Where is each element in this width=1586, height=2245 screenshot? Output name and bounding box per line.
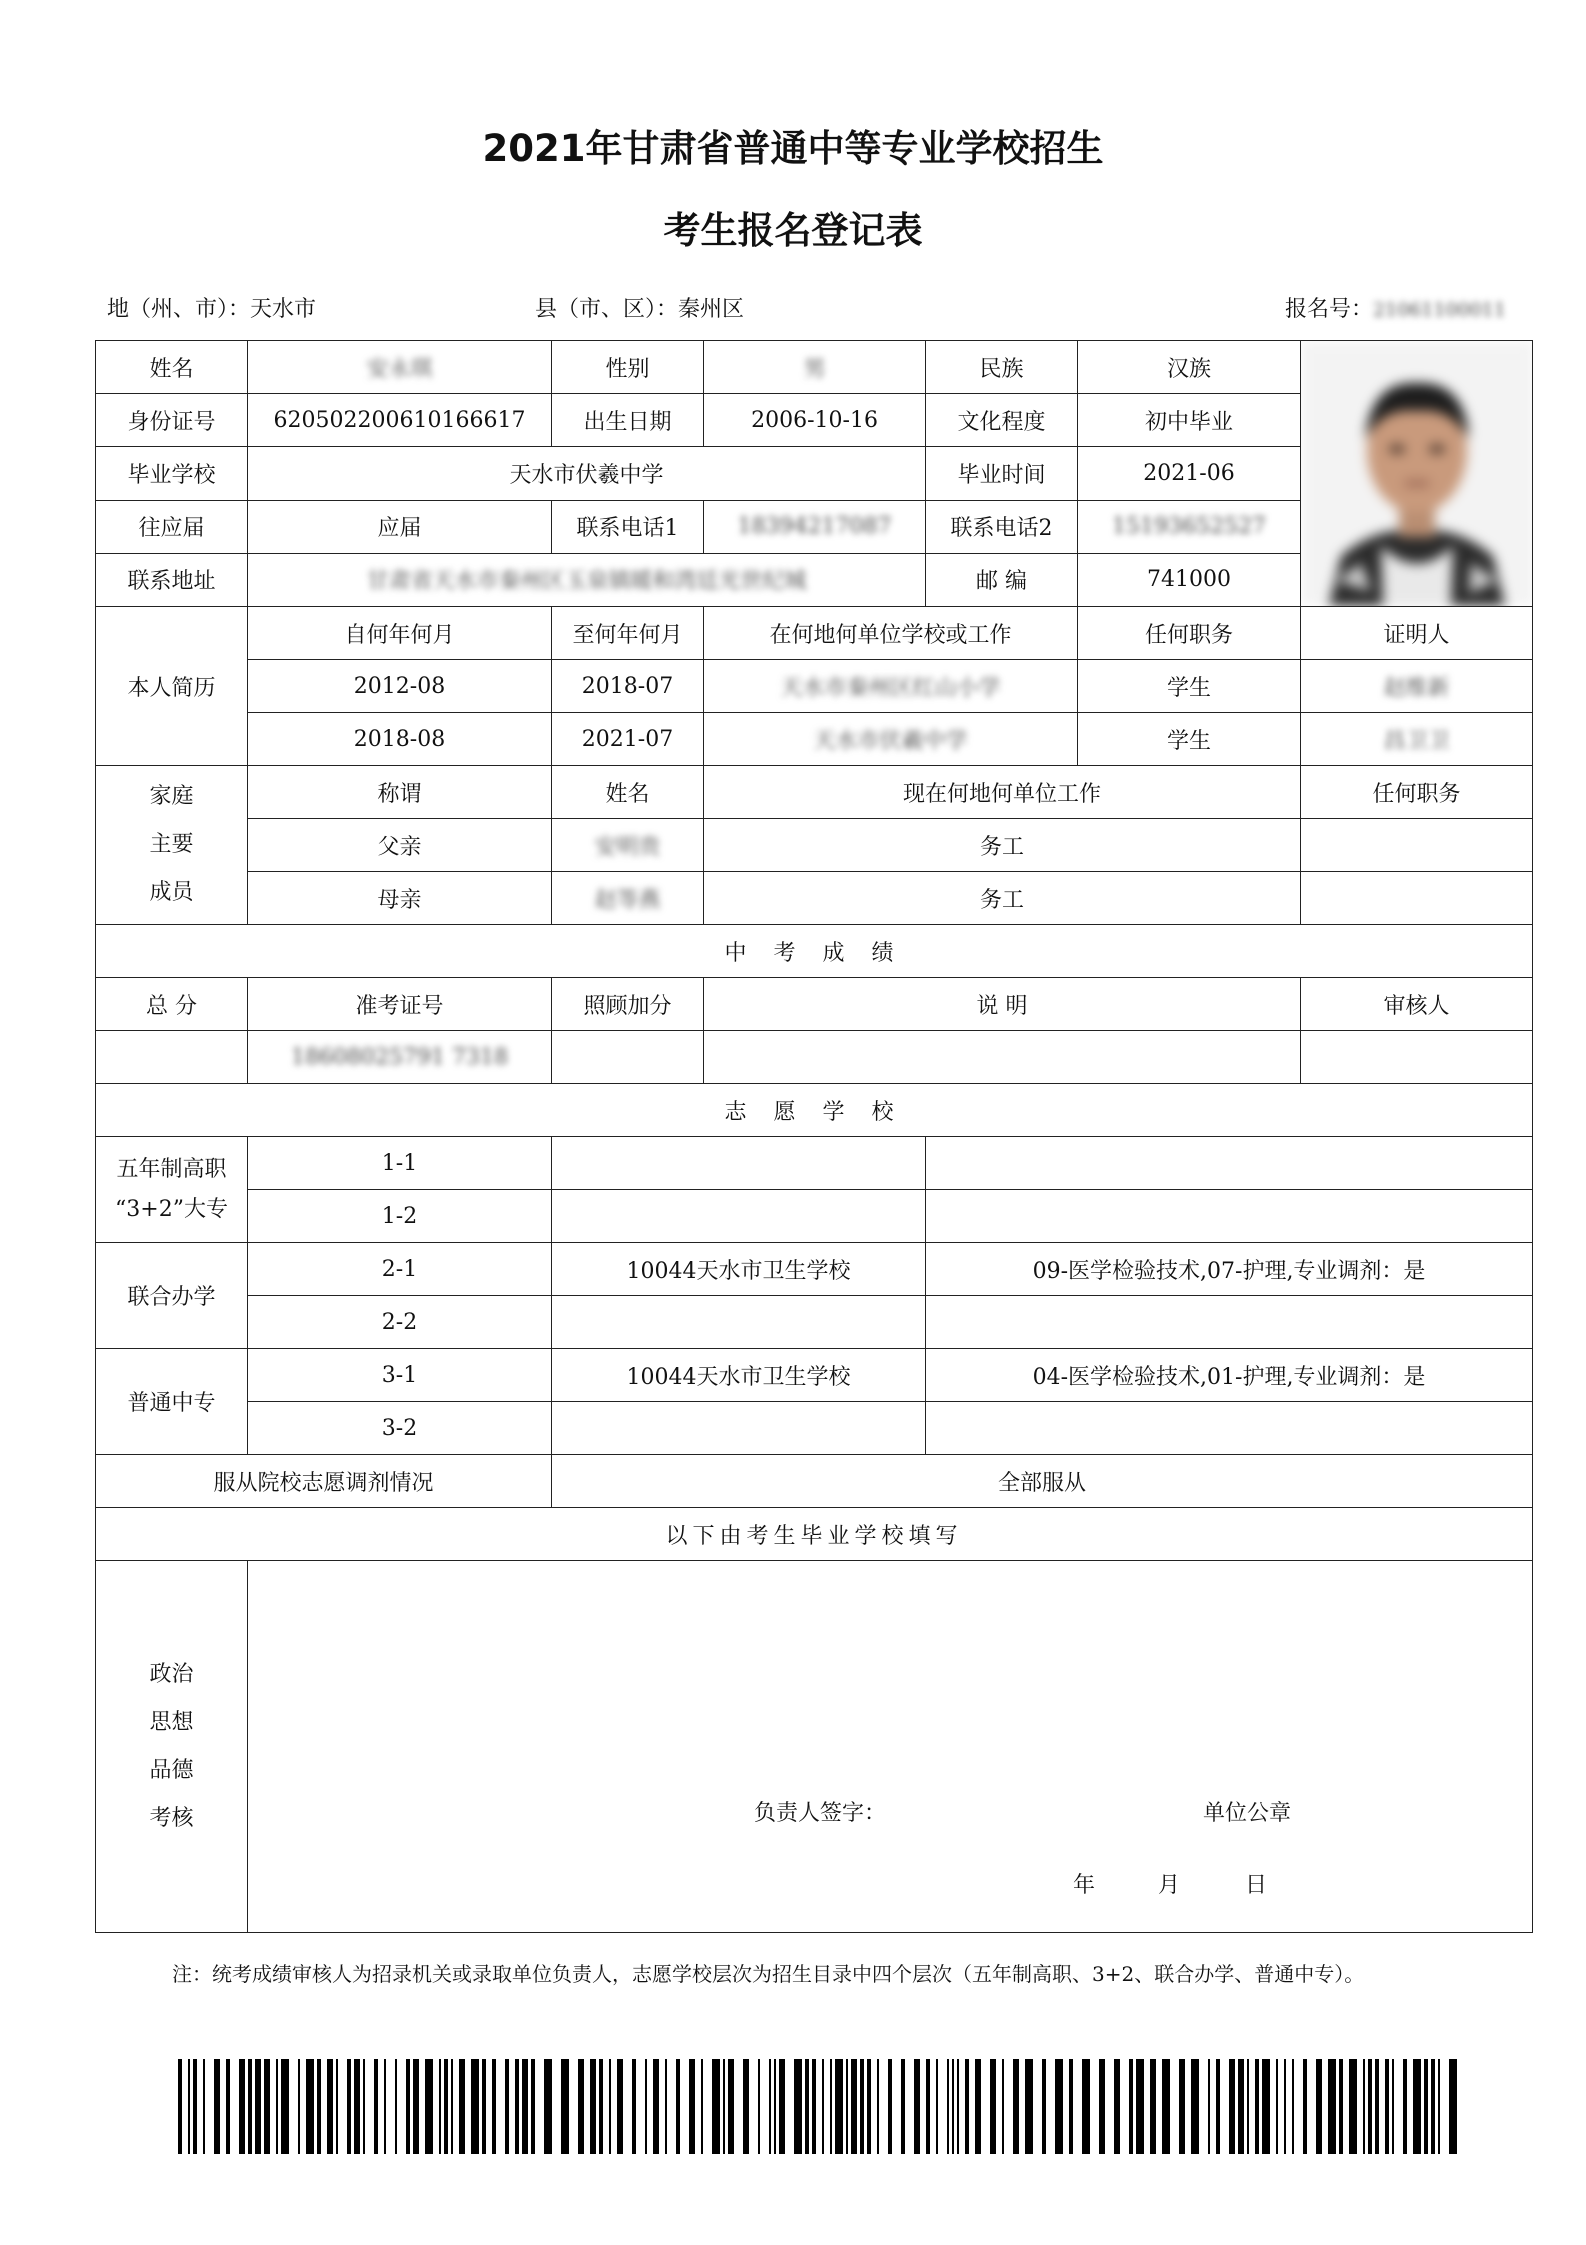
ethnic-label: 民族 <box>926 341 1078 394</box>
barcode-bar <box>805 2059 809 2154</box>
barcode-bar <box>482 2059 486 2154</box>
barcode-bar <box>203 2059 205 2154</box>
signer-label: 负责人签字： <box>754 1801 887 1826</box>
birth-value: 2006-10-16 <box>704 394 926 447</box>
family-label-line: 主要 <box>149 832 194 857</box>
choice-school: 10044天水市卫生学校 <box>552 1349 926 1402</box>
barcode-bar <box>1349 2059 1357 2154</box>
resume-row-role: 学生 <box>1078 660 1301 713</box>
family-row-position <box>1301 872 1533 925</box>
barcode-bar <box>645 2059 647 2154</box>
barcode-bar <box>336 2059 338 2154</box>
barcode-bar <box>689 2059 695 2154</box>
date-month-label: 月 <box>1158 1873 1181 1898</box>
family-label <box>96 766 248 925</box>
scores-header-bonus: 照顾加分 <box>552 978 704 1031</box>
barcode-bar <box>617 2059 623 2154</box>
resume-header-from: 自何年何月 <box>248 607 552 660</box>
barcode-bar <box>492 2059 496 2154</box>
barcode-bar <box>264 2059 270 2154</box>
barcode-bar <box>653 2059 659 2154</box>
barcode-bar <box>248 2059 252 2154</box>
resume-row-role: 学生 <box>1078 713 1301 766</box>
family-row-position <box>1301 819 1533 872</box>
scores-section-title: 中 考 成 绩 <box>96 925 1533 978</box>
choice-major: 09-医学检验技术,07-护理,专业调剂：是 <box>926 1243 1533 1296</box>
gender-value: 男 <box>704 341 926 394</box>
barcode-bar <box>306 2059 314 2154</box>
barcode-bar <box>395 2059 397 2154</box>
birth-label: 出生日期 <box>552 394 704 447</box>
barcode-bar <box>471 2059 479 2154</box>
scores-total <box>96 1031 248 1084</box>
barcode-bar <box>1284 2059 1286 2154</box>
barcode-bar <box>599 2059 603 2154</box>
choice-code: 3-1 <box>248 1349 552 1402</box>
barcode-bar <box>1216 2059 1220 2154</box>
address-label: 联系地址 <box>96 553 248 606</box>
ethnic-value: 汉族 <box>1078 341 1301 394</box>
barcode-bar <box>298 2059 300 2154</box>
choice-major <box>926 1190 1533 1243</box>
scores-bonus <box>552 1031 704 1084</box>
barcode-bar <box>1238 2059 1244 2154</box>
choice-school: 10044天水市卫生学校 <box>552 1243 926 1296</box>
barcode-bar <box>990 2059 996 2154</box>
barcode-bar <box>830 2059 832 2154</box>
photo-cell <box>1301 341 1533 607</box>
barcode-bar <box>1208 2059 1210 2154</box>
gender-label: 性别 <box>552 341 704 394</box>
barcode-bar <box>1082 2059 1090 2154</box>
resume-row-witness: 昌卫卫 <box>1301 713 1533 766</box>
choice-school <box>552 1190 926 1243</box>
postcode-value: 741000 <box>1078 553 1301 606</box>
conduct-label-line: 品德 <box>149 1757 194 1783</box>
barcode-bar <box>561 2059 569 2154</box>
form-title-line1: 2021年甘肃省普通中等专业学校招生 <box>482 127 1104 170</box>
grad-time-label: 毕业时间 <box>926 447 1078 500</box>
barcode-bar <box>888 2059 892 2154</box>
scores-reviewer <box>1301 1031 1533 1084</box>
phone1-value: 18394217087 <box>704 500 926 553</box>
adjust-value: 全部服从 <box>552 1455 1533 1508</box>
barcode-bar <box>947 2059 949 2154</box>
barcode-bar <box>1025 2059 1033 2154</box>
family-row-name: 安明贵 <box>552 819 704 872</box>
family-header-relation: 称谓 <box>248 766 552 819</box>
barcode-bar <box>544 2059 552 2154</box>
barcode-bar <box>193 2059 197 2154</box>
barcode-bar <box>701 2059 703 2154</box>
barcode-bar <box>354 2059 360 2154</box>
barcode-bar <box>1247 2059 1249 2154</box>
choice-major <box>926 1296 1533 1349</box>
id-value: 620502200610166617 <box>248 394 552 447</box>
barcode-bar <box>794 2059 802 2154</box>
barcode-bar <box>1276 2059 1278 2154</box>
barcode-bar <box>1262 2059 1270 2154</box>
applicant-photo <box>1301 341 1533 606</box>
grad-time-value: 2021-06 <box>1078 447 1301 500</box>
barcode-bar <box>1339 2059 1343 2154</box>
barcode-bar <box>317 2059 321 2154</box>
resume-header-to: 至何年何月 <box>552 607 704 660</box>
barcode-bar <box>1179 2059 1185 2154</box>
phone2-label: 联系电话2 <box>926 500 1078 553</box>
school-label: 毕业学校 <box>96 447 248 500</box>
barcode-bar <box>779 2059 785 2154</box>
barcode-bar <box>1129 2059 1133 2154</box>
barcode-bar <box>1136 2059 1144 2154</box>
scores-header-note: 说 明 <box>704 978 1301 1031</box>
barcode-bar <box>877 2059 879 2154</box>
conduct-label-line: 思想 <box>149 1709 194 1735</box>
choice-code: 1-2 <box>248 1190 552 1243</box>
choice-group-label <box>96 1137 248 1243</box>
barcode-bar <box>975 2059 981 2154</box>
name-label: 姓名 <box>96 341 248 394</box>
barcode-bar <box>867 2059 871 2154</box>
barcode-bar <box>413 2059 419 2154</box>
barcode-bar <box>425 2059 433 2154</box>
barcode-bar <box>1403 2059 1407 2154</box>
barcode-bar <box>505 2059 509 2154</box>
choice-code: 1-1 <box>248 1137 552 1190</box>
registration-form <box>95 340 1533 1933</box>
barcode-bar <box>1114 2059 1120 2154</box>
barcode-bar <box>1069 2059 1073 2154</box>
barcode-bar <box>846 2059 848 2154</box>
barcode-bar <box>374 2059 378 2154</box>
barcode-bar <box>1438 2059 1440 2154</box>
resume-row-to: 2021-07 <box>552 713 704 766</box>
family-row-work: 务工 <box>704 819 1301 872</box>
barcode-image <box>178 2059 1458 2154</box>
footer-note: 注：统考成绩审核人为招录机关或录取单位负责人，志愿学校层次为招生目录中四个层次（五年制高职、3+2、联合办学、普通中专）。 <box>172 1962 1365 1986</box>
barcode-bar <box>1150 2059 1156 2154</box>
choice-school <box>552 1137 926 1190</box>
barcode-bar <box>1303 2059 1307 2154</box>
barcode-bar <box>835 2059 843 2154</box>
barcode-bar <box>957 2059 959 2154</box>
id-label: 身份证号 <box>96 394 248 447</box>
family-header-name: 姓名 <box>552 766 704 819</box>
barcode-bar <box>459 2059 465 2154</box>
barcode-bar <box>952 2059 954 2154</box>
barcode-bar <box>281 2059 289 2154</box>
barcode-bar <box>609 2059 611 2154</box>
choice-major: 04-医学检验技术,01-护理,专业调剂：是 <box>926 1349 1533 1402</box>
barcode-bar <box>363 2059 365 2154</box>
phone2-value: 15193652527 <box>1078 500 1301 553</box>
choice-code: 2-1 <box>248 1243 552 1296</box>
barcode-bar <box>226 2059 230 2154</box>
choice-major <box>926 1137 1533 1190</box>
barcode-bar <box>774 2059 776 2154</box>
barcode-bar <box>214 2059 220 2154</box>
barcode-bar <box>914 2059 920 2154</box>
barcode-bar <box>851 2059 857 2154</box>
barcode-bar <box>578 2059 584 2154</box>
resume-row-to: 2018-07 <box>552 660 704 713</box>
barcode-bar <box>665 2059 667 2154</box>
choice-school <box>552 1296 926 1349</box>
conduct-label-line: 考核 <box>149 1805 194 1831</box>
barcode-bar <box>1385 2059 1389 2154</box>
barcode-bar <box>239 2059 245 2154</box>
barcode-bar <box>822 2059 824 2154</box>
resume-header-place: 在何地何单位学校或工作 <box>704 607 1078 660</box>
resume-header-role: 任何职务 <box>1078 607 1301 660</box>
barcode-bar <box>1191 2059 1199 2154</box>
barcode-bar <box>1229 2059 1235 2154</box>
barcode-bar <box>743 2059 749 2154</box>
resume-row-from: 2018-08 <box>248 713 552 766</box>
family-row-relation: 母亲 <box>248 872 552 925</box>
family-header-position: 任何职务 <box>1301 766 1533 819</box>
barcode-bar <box>1316 2059 1322 2154</box>
barcode-bar <box>1055 2059 1063 2154</box>
family-label-line: 成员 <box>149 880 194 905</box>
barcode-bar <box>327 2059 333 2154</box>
region-field: 地（州、市）：天水市 <box>107 297 317 322</box>
barcode-bar <box>901 2059 905 2154</box>
barcode-bar <box>1375 2059 1379 2154</box>
resume-row-witness: 赵维新 <box>1301 660 1533 713</box>
barcode-bar <box>276 2059 278 2154</box>
address-value: 甘肃省天水市秦州区玉泉镇暖和湾廷光世纪城 <box>248 553 926 606</box>
barcode-bar <box>1368 2059 1372 2154</box>
barcode-bar <box>1392 2059 1394 2154</box>
barcode-bar <box>406 2059 410 2154</box>
barcode-bar <box>632 2059 636 2154</box>
family-row-work: 务工 <box>704 872 1301 925</box>
barcode-bar <box>1292 2059 1294 2154</box>
barcode-bar <box>178 2059 182 2154</box>
barcode-bar <box>965 2059 969 2154</box>
scores-exam-no: 18608025791 7318 <box>248 1031 552 1084</box>
barcode-bar <box>758 2059 760 2154</box>
barcode-bar <box>1013 2059 1019 2154</box>
reg-no-field <box>1285 292 1506 323</box>
conduct-assessment-area <box>248 1561 1533 1933</box>
barcode-bar <box>676 2059 680 2154</box>
scores-note <box>704 1031 1301 1084</box>
choice-group-label-line: 五年制高职 <box>116 1156 227 1182</box>
name-value: 安永琪 <box>248 341 552 394</box>
choice-group-label-line: “3+2”大专 <box>115 1196 228 1222</box>
resume-row-from: 2012-08 <box>248 660 552 713</box>
barcode-bar <box>188 2059 190 2154</box>
reg-no-label: 报名号： <box>1285 297 1374 322</box>
barcode-bar <box>1255 2059 1259 2154</box>
resume-row-place: 天水市秦州区红山小学 <box>704 660 1078 713</box>
barcode-bar <box>1363 2059 1365 2154</box>
barcode-bar <box>347 2059 351 2154</box>
barcode-bar <box>1424 2059 1428 2154</box>
resume-header-witness: 证明人 <box>1301 607 1533 660</box>
choice-code: 2-2 <box>248 1296 552 1349</box>
barcode-bar <box>812 2059 816 2154</box>
choice-major <box>926 1402 1533 1455</box>
date-year-label: 年 <box>1073 1873 1096 1898</box>
barcode-bar <box>723 2059 725 2154</box>
barcode-bar <box>926 2059 930 2154</box>
barcode-bar <box>860 2059 864 2154</box>
phone1-label: 联系电话1 <box>552 500 704 553</box>
barcode-bar <box>1449 2059 1457 2154</box>
form-title-line2: 考生报名登记表 <box>663 209 923 252</box>
barcode-bar <box>1042 2059 1046 2154</box>
school-value: 天水市伏羲中学 <box>248 447 926 500</box>
county-field: 县（市、区）：秦州区 <box>535 297 745 322</box>
barcode-bar <box>515 2059 519 2154</box>
barcode-bar <box>1431 2059 1435 2154</box>
resume-label: 本人简历 <box>96 607 248 766</box>
family-label-line: 家庭 <box>149 784 194 809</box>
barcode-bar <box>1413 2059 1421 2154</box>
barcode-bar <box>712 2059 720 2154</box>
barcode-bar <box>936 2059 938 2154</box>
adjust-label: 服从院校志愿调剂情况 <box>96 1455 552 1508</box>
barcode-bar <box>531 2059 535 2154</box>
scores-header-total: 总 分 <box>96 978 248 1031</box>
barcode-bar <box>451 2059 453 2154</box>
choice-code: 3-2 <box>248 1402 552 1455</box>
barcode-bar <box>1002 2059 1004 2154</box>
school-section-title: 以下由考生毕业学校填写 <box>96 1508 1533 1561</box>
barcode-bar <box>522 2059 528 2154</box>
choice-school <box>552 1402 926 1455</box>
scores-header-reviewer: 审核人 <box>1301 978 1533 1031</box>
edu-value: 初中毕业 <box>1078 394 1301 447</box>
barcode-bar <box>769 2059 771 2154</box>
postcode-label: 邮 编 <box>926 553 1078 606</box>
status-value: 应届 <box>248 500 552 553</box>
reg-no-value: 21061100011 <box>1373 299 1506 321</box>
barcode-bar <box>384 2059 386 2154</box>
family-row-relation: 父亲 <box>248 819 552 872</box>
barcode-bar <box>439 2059 441 2154</box>
barcode-bar <box>444 2059 448 2154</box>
resume-row-place: 天水市伏羲中学 <box>704 713 1078 766</box>
date-day-label: 日 <box>1245 1873 1268 1898</box>
barcode-bar <box>590 2059 596 2154</box>
choices-section-title: 志 愿 学 校 <box>96 1084 1533 1137</box>
conduct-label-line: 政治 <box>149 1661 194 1687</box>
family-row-name: 赵等燕 <box>552 872 704 925</box>
family-header-work: 现在何地何单位工作 <box>704 766 1301 819</box>
status-label: 往应届 <box>96 500 248 553</box>
scores-header-exam-no: 准考证号 <box>248 978 552 1031</box>
choice-group-label: 联合办学 <box>96 1243 248 1349</box>
barcode-bar <box>728 2059 734 2154</box>
seal-label: 单位公章 <box>1203 1801 1292 1826</box>
barcode-bar <box>1162 2059 1170 2154</box>
choice-group-label: 普通中专 <box>96 1349 248 1455</box>
barcode-bar <box>1099 2059 1105 2154</box>
conduct-label <box>96 1561 248 1933</box>
barcode-bar <box>255 2059 261 2154</box>
edu-label: 文化程度 <box>926 394 1078 447</box>
barcode-bar <box>1328 2059 1336 2154</box>
